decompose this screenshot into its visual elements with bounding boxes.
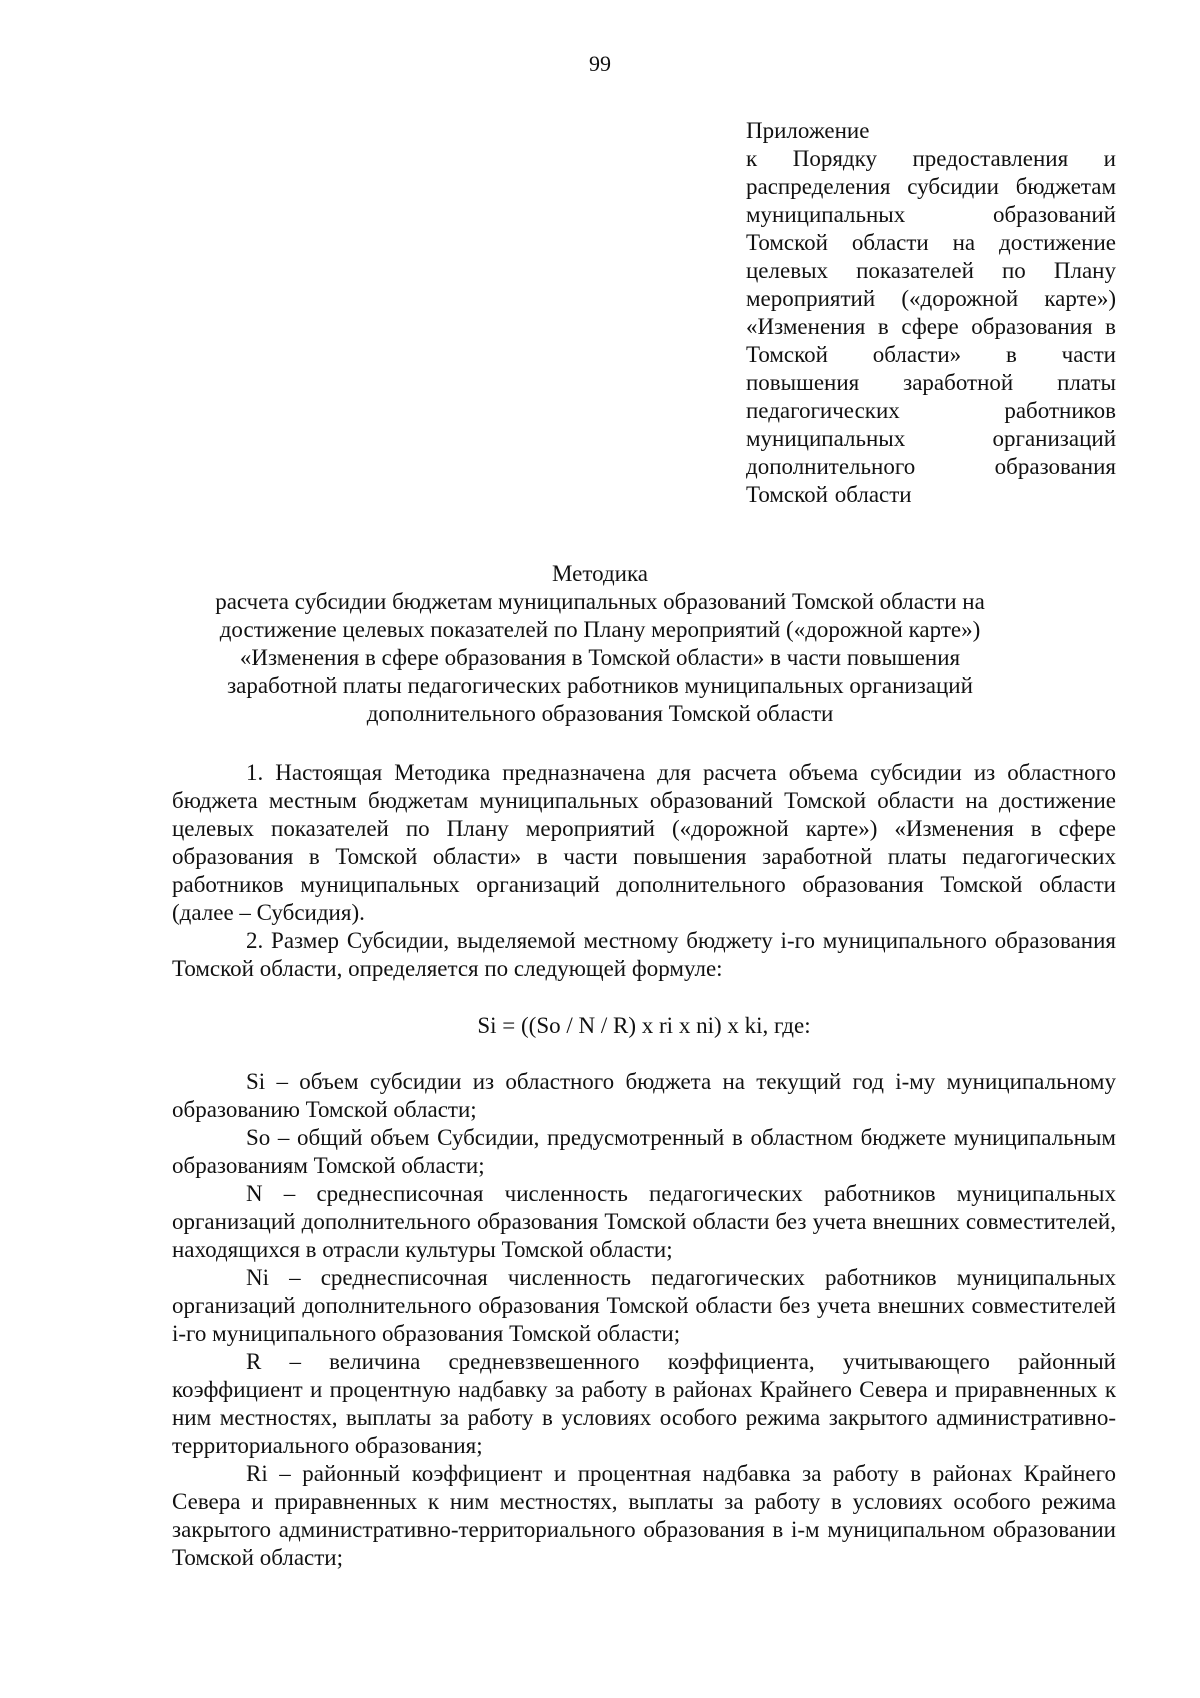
definition-si: Si – объем субсидии из областного бюджета на текущий год i-му муниципальному образованию Томской области;: [172, 1069, 1116, 1122]
paragraph-2: 2. Размер Субсидии, выделяемой местному бюджету i-го муниципального образования Томской области, определяется по следующей формуле:: [172, 928, 1116, 981]
page-number: 99: [589, 51, 611, 76]
definition-n: N – среднесписочная численность педагогических работников муниципальных организаций дополнительного образования Томской области без учета внешних совместителей, находящихся в отрасли культуры Томской области;: [172, 1181, 1116, 1262]
methodology-heading: Методика: [552, 561, 648, 586]
methodology-subtitle: расчета субсидии бюджетам муниципальных образований Томской области на достижение целевых показателей по Плану мероприятий («дорожной карте») «Изменения в сфере образования в Томской области» в части повышения заработной платы педагогических работников муниципальных организаций дополнительного образования Томской области: [215, 589, 985, 726]
appendix-text: к Порядку предоставления и распределения субсидии бюджетам муниципальных образований Томской области на достижение целевых показателей по Плану мероприятий («дорожной карте») «Изменения в сфере образования в Томской области» в части повышения заработной платы педагогических работников муниципальных организаций дополнительного образования Томской области: [746, 146, 1116, 507]
definition-ri: Ri – районный коэффициент и процентная надбавка за работу в районах Крайнего Севера и приравненных к ним местностях, выплаты за работу в условиях особого режима закрытого административно-территориального образования в i-м муниципальном образовании Томской области;: [172, 1461, 1116, 1570]
definition-ni: Ni – среднесписочная численность педагогических работников муниципальных организаций дополнительного образования Томской области без учета внешних совместителей i-го муниципального образования Томской области;: [172, 1265, 1116, 1346]
paragraph-1: 1. Настоящая Методика предназначена для расчета объема субсидии из областного бюджета местным бюджетам муниципальных образований Томской области на достижение целевых показателей по Плану мероприятий («дорожной карте») «Изменения в сфере образования в Томской области» в части повышения заработной платы педагогических работников муниципальных организаций дополнительного образования Томской области (далее – Субсидия).: [172, 760, 1116, 925]
subsidy-formula: Si = ((So / N / R) x ri x ni) x ki, где:: [477, 1013, 811, 1038]
appendix-title: Приложение: [746, 118, 870, 143]
definition-r: R – величина средневзвешенного коэффициента, учитывающего районный коэффициент и процентную надбавку за работу в районах Крайнего Севера и приравненных к ним местностях, выплаты за работу в условиях особого режима закрытого административно-территориального образования;: [172, 1349, 1116, 1458]
definition-so: So – общий объем Субсидии, предусмотренный в областном бюджете муниципальным образованиям Томской области;: [172, 1125, 1116, 1178]
document-body: [172, 759, 1116, 1572]
definitions-list: [172, 1068, 1116, 1572]
